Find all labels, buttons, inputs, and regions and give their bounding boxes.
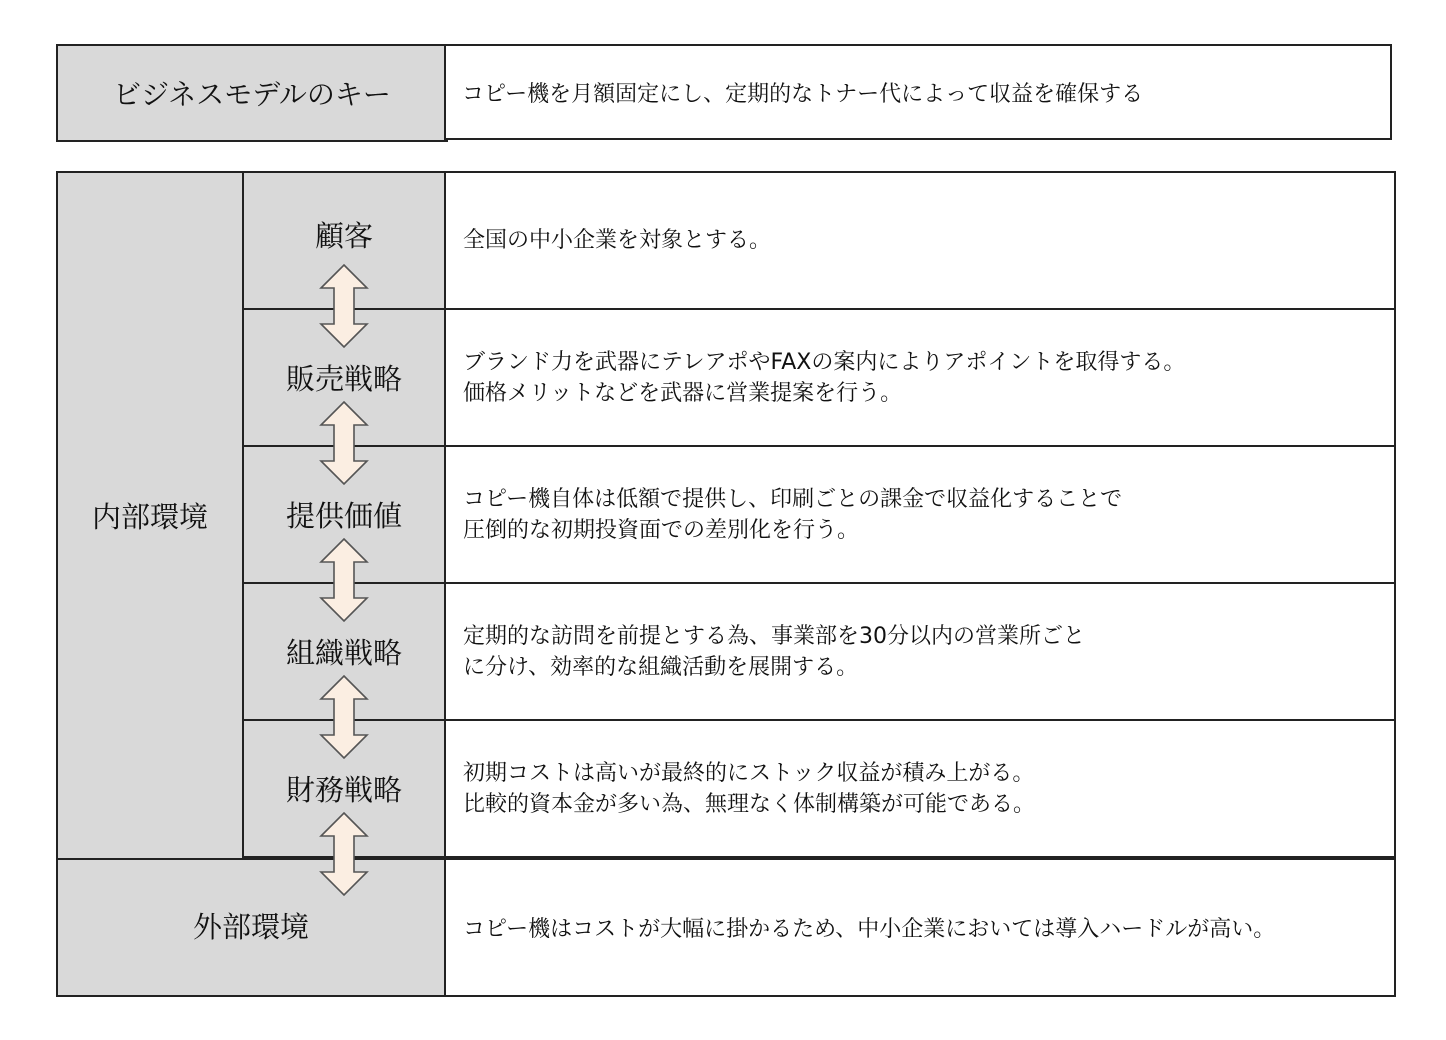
description-line: 定期的な訪問を前提とする為、事業部を30分以内の営業所ごと xyxy=(463,623,1085,649)
description-line: 圧倒的な初期投資面での差別化を行う。 xyxy=(463,517,860,543)
category-label: 財務戦略 xyxy=(285,773,402,807)
double-arrow-icon xyxy=(319,538,369,622)
description-financial-strategy xyxy=(444,719,1396,858)
double-arrow-icon xyxy=(319,812,369,896)
double-arrow-icon xyxy=(319,675,369,759)
description-value-proposition xyxy=(444,445,1396,584)
external-environment-description xyxy=(444,858,1396,997)
description-line: コピー機はコストが大幅に掛かるため、中小企業においては導入ハードルが高い。 xyxy=(463,917,1276,942)
internal-environment-text: 内部環境 xyxy=(91,500,208,534)
double-arrow-icon xyxy=(319,264,369,348)
description-line: 初期コストは高いが最終的にストック収益が積み上がる。 xyxy=(463,760,1035,786)
description-line: 比較的資本金が多い為、無理なく体制構築が可能である。 xyxy=(463,791,1036,817)
category-label: 販売戦略 xyxy=(285,362,402,396)
category-label: 提供価値 xyxy=(285,499,402,533)
business-key-value xyxy=(444,44,1392,140)
external-environment-label xyxy=(56,858,446,997)
double-arrow-icon xyxy=(319,401,369,485)
category-label: 顧客 xyxy=(314,219,373,253)
description-line: ブランド力を武器にテレアポやFAXの案内によりアポイントを取得する。 xyxy=(463,349,1186,375)
description-line: 価格メリットなどを武器に営業提案を行う。 xyxy=(463,380,903,406)
business-key-label xyxy=(56,44,448,142)
description-line: コピー機自体は低額で提供し、印刷ごとの課金で収益化することで xyxy=(463,486,1123,512)
internal-environment-label xyxy=(56,171,244,860)
description-line: 全国の中小企業を対象とする。 xyxy=(463,228,772,253)
business-key-label-text: ビジネスモデルのキー xyxy=(113,78,391,111)
business-key-value-text: コピー機を月額固定にし、定期的なトナー代によって収益を確保する xyxy=(462,81,1144,107)
description-sales-strategy xyxy=(444,308,1396,447)
category-label: 組織戦略 xyxy=(285,636,402,670)
external-environment-text: 外部環境 xyxy=(192,910,309,944)
description-organization-strategy xyxy=(444,582,1396,721)
description-customer xyxy=(444,171,1396,310)
description-line: に分け、効率的な組織活動を展開する。 xyxy=(463,654,859,680)
